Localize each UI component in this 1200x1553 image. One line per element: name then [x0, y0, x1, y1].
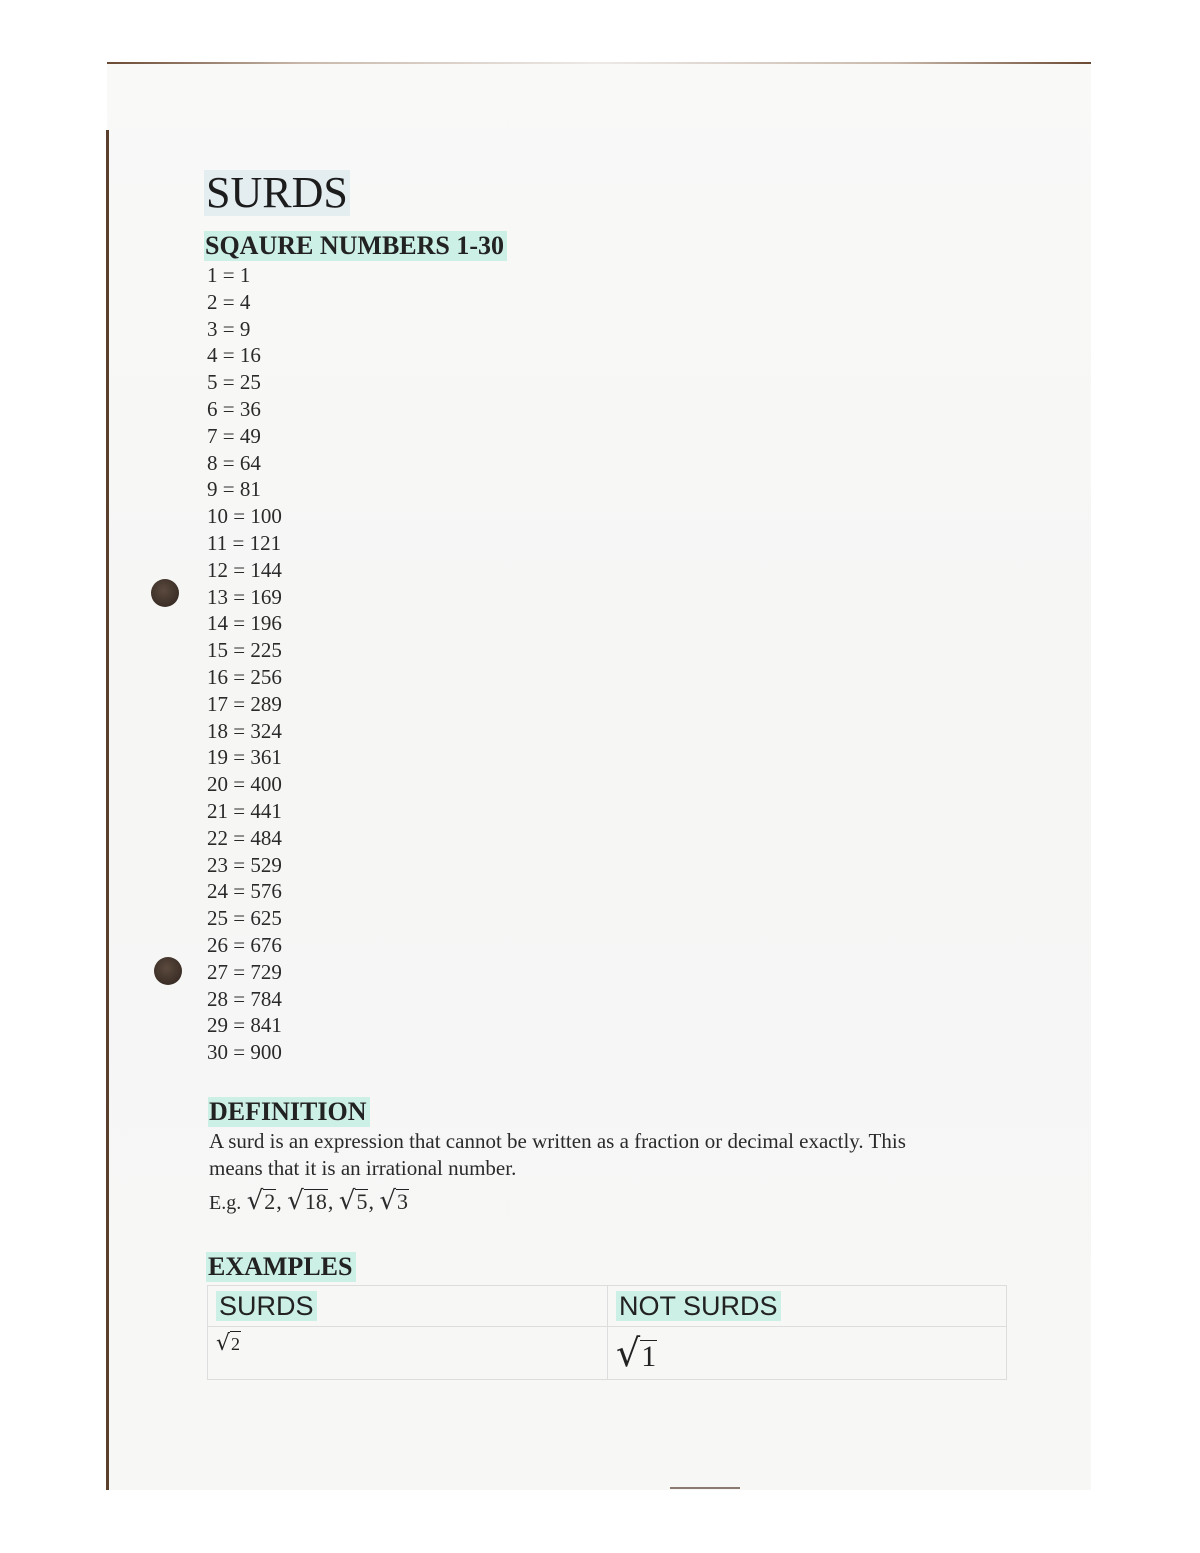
list-item: 25 = 625	[207, 906, 282, 931]
surd-expression	[616, 1331, 657, 1375]
examples-table	[207, 1285, 1007, 1380]
list-item: 16 = 256	[207, 664, 282, 689]
not-surds-column-header: NOT SURDS	[608, 1286, 1007, 1327]
surd-expression	[216, 1331, 241, 1356]
radicand: 5	[356, 1189, 368, 1214]
table-row	[208, 1327, 1007, 1380]
separator: ,	[276, 1189, 282, 1214]
list-item: 18 = 324	[207, 718, 282, 743]
radical-sign-icon: √	[338, 1186, 356, 1216]
surd-expression	[379, 1183, 409, 1220]
list-item: 29 = 841	[207, 1013, 282, 1038]
definition-line-1: A surd is an expression that cannot be written as a fraction or decimal exactly. This	[209, 1129, 906, 1153]
punch-hole-bottom	[154, 957, 182, 985]
list-item: 2 = 4	[207, 289, 251, 314]
radicand: 1	[641, 1340, 657, 1373]
list-item: 13 = 169	[207, 584, 282, 609]
list-item: 27 = 729	[207, 959, 282, 984]
example-line	[209, 1183, 409, 1221]
list-item: 28 = 784	[207, 986, 282, 1011]
list-item: 11 = 121	[207, 530, 282, 555]
separator: ,	[368, 1189, 374, 1214]
list-item: 24 = 576	[207, 879, 282, 904]
page-title: SURDS	[206, 168, 348, 217]
paper-top-edge	[107, 62, 1091, 64]
surd-expression	[247, 1183, 277, 1220]
examples-heading: EXAMPLES	[206, 1252, 356, 1282]
radicand: 2	[264, 1189, 276, 1214]
list-item: 12 = 144	[207, 557, 282, 582]
surds-column-header: SURDS	[208, 1286, 608, 1327]
example-prefix: E.g.	[209, 1192, 242, 1214]
list-item: 9 = 81	[207, 477, 261, 502]
radical-sign-icon: √	[216, 1331, 231, 1356]
list-item: 21 = 441	[207, 798, 282, 823]
radical-sign-icon: √	[246, 1186, 264, 1216]
radical-sign-icon: √	[616, 1331, 641, 1375]
table-header-row	[208, 1286, 1007, 1327]
square-numbers-list	[207, 262, 282, 1066]
surd-expression	[339, 1183, 369, 1220]
radical-sign-icon: √	[287, 1186, 304, 1216]
list-item: 14 = 196	[207, 611, 282, 636]
not-surd-example-cell	[608, 1327, 1007, 1380]
list-item: 19 = 361	[207, 745, 282, 770]
list-item: 17 = 289	[207, 691, 282, 716]
list-item: 5 = 25	[207, 370, 261, 395]
list-item: 6 = 36	[207, 396, 261, 421]
punch-hole-top	[151, 579, 179, 607]
list-item: 23 = 529	[207, 852, 282, 877]
separator: ,	[327, 1189, 334, 1214]
radical-sign-icon: √	[379, 1186, 397, 1216]
surd-example-cell	[208, 1327, 608, 1380]
list-item: 26 = 676	[207, 932, 282, 957]
list-item: 20 = 400	[207, 772, 282, 797]
definition-heading: DEFINITION	[208, 1097, 370, 1127]
surd-expression	[287, 1183, 328, 1220]
definition-text	[209, 1128, 999, 1182]
list-item: 8 = 64	[207, 450, 261, 475]
definition-line-2: means that it is an irrational number.	[209, 1156, 517, 1180]
radicand: 2	[230, 1331, 241, 1356]
list-item: 1 = 1	[207, 263, 251, 287]
radicand: 3	[397, 1189, 409, 1214]
square-numbers-heading: SQAURE NUMBERS 1-30	[204, 231, 507, 261]
paper-bottom-mark	[670, 1487, 740, 1489]
list-item: 22 = 484	[207, 825, 282, 850]
list-item: 3 = 9	[207, 316, 251, 341]
list-item: 15 = 225	[207, 638, 282, 663]
radicand: 18	[304, 1189, 327, 1214]
list-item: 10 = 100	[207, 504, 282, 529]
list-item: 30 = 900	[207, 1040, 282, 1065]
list-item: 7 = 49	[207, 423, 261, 448]
paper-left-edge	[106, 130, 109, 1490]
list-item: 4 = 16	[207, 343, 261, 368]
